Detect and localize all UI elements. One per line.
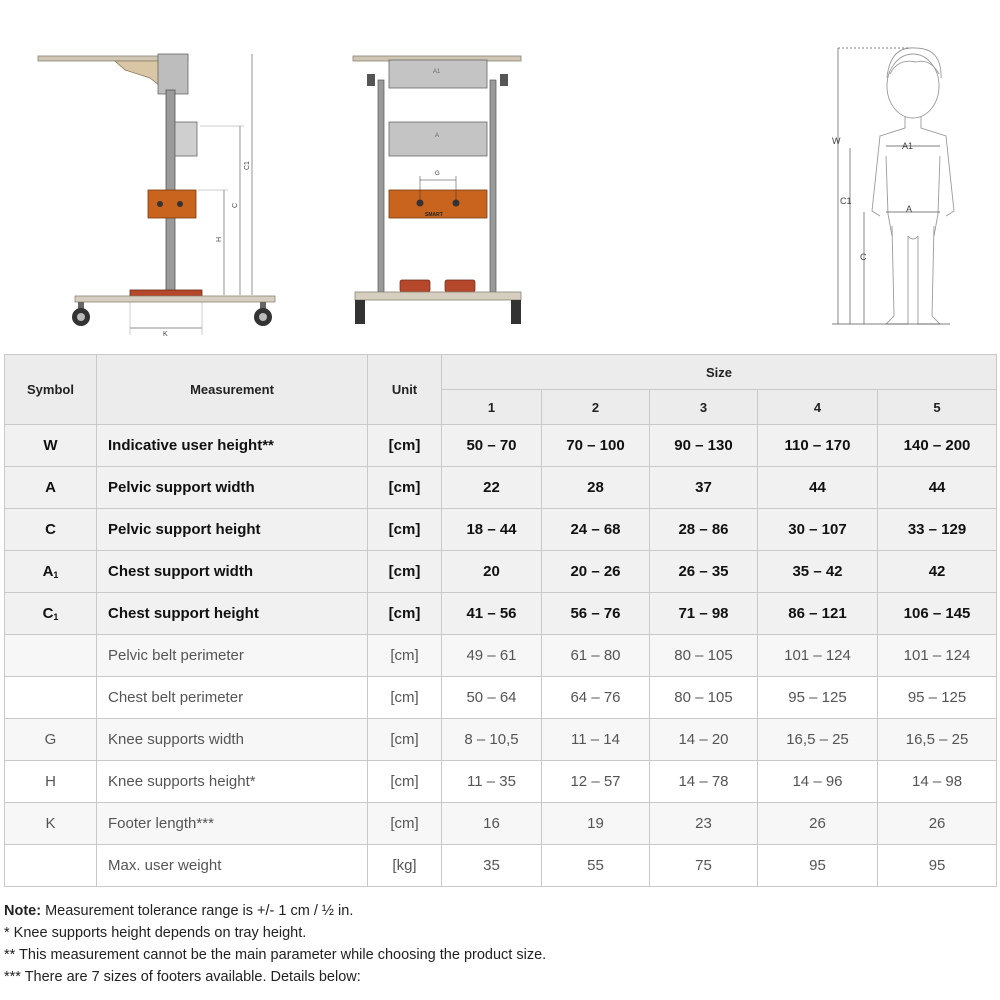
front-label-a: A — [435, 133, 440, 139]
cell-size-4: 14 – 96 — [758, 761, 878, 803]
cell-symbol — [5, 593, 97, 635]
cell-size-1: 41 – 56 — [442, 593, 542, 635]
dim-label-h: H — [216, 236, 223, 242]
header-size-3: 3 — [650, 390, 758, 425]
front-label-a1: A1 — [433, 69, 441, 75]
cell-measurement: Knee supports width — [97, 719, 368, 761]
child-label-w: W — [832, 136, 841, 146]
cell-size-3: 80 – 105 — [650, 635, 758, 677]
dim-label-c1: C1 — [244, 161, 251, 170]
cell-measurement: Knee supports height* — [97, 761, 368, 803]
cell-size-5: 42 — [878, 551, 997, 593]
cell-measurement: Chest support width — [97, 551, 368, 593]
header-size-1: 1 — [442, 390, 542, 425]
cell-size-4: 44 — [758, 467, 878, 509]
cell-size-3: 90 – 130 — [650, 425, 758, 467]
cell-size-1: 35 — [442, 845, 542, 887]
cell-size-3: 71 – 98 — [650, 593, 758, 635]
cell-size-4: 30 – 107 — [758, 509, 878, 551]
table-row — [5, 593, 997, 635]
header-size-5: 5 — [878, 390, 997, 425]
note-footer-sizes: *** There are 7 sizes of footers available. Details below: — [4, 969, 361, 985]
cell-size-2: 28 — [542, 467, 650, 509]
note-label: Note: — [4, 903, 42, 919]
front-label-brand: SMART — [425, 212, 443, 218]
cell-measurement: Chest support height — [97, 593, 368, 635]
symbol-text: H — [45, 773, 56, 790]
cell-size-2: 61 – 80 — [542, 635, 650, 677]
cell-size-1: 50 – 70 — [442, 425, 542, 467]
table-row — [5, 425, 997, 467]
cell-size-4: 110 – 170 — [758, 425, 878, 467]
notes-section — [4, 900, 994, 988]
header-measurement: Measurement — [97, 355, 368, 425]
size-specification-table — [4, 354, 997, 887]
child-measurement-diagram — [820, 36, 960, 331]
cell-size-1: 16 — [442, 803, 542, 845]
cell-unit: [kg] — [368, 845, 442, 887]
cell-symbol — [5, 509, 97, 551]
cell-size-3: 26 – 35 — [650, 551, 758, 593]
cell-size-3: 37 — [650, 467, 758, 509]
cell-symbol — [5, 467, 97, 509]
header-unit: Unit — [368, 355, 442, 425]
cell-size-5: 44 — [878, 467, 997, 509]
cell-size-2: 19 — [542, 803, 650, 845]
cell-size-3: 23 — [650, 803, 758, 845]
cell-measurement: Pelvic support height — [97, 509, 368, 551]
cell-symbol — [5, 425, 97, 467]
cell-unit: [cm] — [368, 593, 442, 635]
symbol-subscript: 1 — [53, 612, 59, 622]
cell-measurement: Max. user weight — [97, 845, 368, 887]
header-size-4: 4 — [758, 390, 878, 425]
cell-size-2: 70 – 100 — [542, 425, 650, 467]
product-diagrams — [0, 0, 1000, 352]
cell-symbol — [5, 677, 97, 719]
table-row — [5, 719, 997, 761]
note-user-height: ** This measurement cannot be the main parameter while choosing the product size. — [4, 947, 547, 963]
cell-measurement: Pelvic belt perimeter — [97, 635, 368, 677]
front-label-g: G — [435, 171, 440, 177]
cell-size-3: 28 – 86 — [650, 509, 758, 551]
note-tolerance-text: Measurement tolerance range is +/- 1 cm / ½ in. — [41, 903, 354, 919]
cell-size-1: 18 – 44 — [442, 509, 542, 551]
cell-size-4: 16,5 – 25 — [758, 719, 878, 761]
note-knee-height: * Knee supports height depends on tray height. — [4, 925, 307, 941]
cell-size-2: 64 – 76 — [542, 677, 650, 719]
cell-size-1: 50 – 64 — [442, 677, 542, 719]
cell-size-4: 101 – 124 — [758, 635, 878, 677]
table-row — [5, 761, 997, 803]
symbol-text: A — [45, 479, 56, 496]
cell-size-4: 95 – 125 — [758, 677, 878, 719]
cell-measurement: Chest belt perimeter — [97, 677, 368, 719]
cell-size-4: 86 – 121 — [758, 593, 878, 635]
cell-size-4: 95 — [758, 845, 878, 887]
cell-size-5: 106 – 145 — [878, 593, 997, 635]
cell-unit: [cm] — [368, 635, 442, 677]
cell-size-1: 22 — [442, 467, 542, 509]
table-row — [5, 635, 997, 677]
side-view-diagram — [30, 40, 290, 340]
front-view-diagram — [345, 40, 535, 340]
symbol-text: G — [44, 731, 57, 748]
cell-symbol — [5, 803, 97, 845]
header-size-2: 2 — [542, 390, 650, 425]
cell-size-1: 49 – 61 — [442, 635, 542, 677]
cell-size-2: 11 – 14 — [542, 719, 650, 761]
cell-size-5: 95 — [878, 845, 997, 887]
cell-size-5: 140 – 200 — [878, 425, 997, 467]
symbol-text: A — [42, 563, 54, 580]
header-symbol: Symbol — [5, 355, 97, 425]
cell-unit: [cm] — [368, 677, 442, 719]
table-row — [5, 467, 997, 509]
cell-size-5: 14 – 98 — [878, 761, 997, 803]
cell-unit: [cm] — [368, 719, 442, 761]
cell-symbol — [5, 551, 97, 593]
cell-size-4: 26 — [758, 803, 878, 845]
cell-size-1: 20 — [442, 551, 542, 593]
child-label-c: C — [860, 252, 867, 262]
header-size: Size — [442, 355, 997, 390]
table-row — [5, 803, 997, 845]
symbol-text: C — [45, 521, 56, 538]
cell-size-5: 26 — [878, 803, 997, 845]
cell-size-2: 24 – 68 — [542, 509, 650, 551]
note-tolerance — [4, 900, 994, 922]
dim-label-k: K — [163, 331, 168, 338]
cell-size-1: 8 – 10,5 — [442, 719, 542, 761]
cell-symbol — [5, 845, 97, 887]
symbol-text: K — [45, 815, 56, 832]
cell-size-1: 11 – 35 — [442, 761, 542, 803]
child-label-a: A — [906, 204, 913, 214]
table-row — [5, 845, 997, 887]
table-row — [5, 551, 997, 593]
cell-symbol — [5, 761, 97, 803]
cell-unit: [cm] — [368, 425, 442, 467]
cell-measurement: Indicative user height** — [97, 425, 368, 467]
table-row — [5, 509, 997, 551]
cell-size-5: 33 – 129 — [878, 509, 997, 551]
cell-unit: [cm] — [368, 803, 442, 845]
cell-size-2: 12 – 57 — [542, 761, 650, 803]
cell-symbol — [5, 635, 97, 677]
cell-size-5: 101 – 124 — [878, 635, 997, 677]
cell-size-3: 14 – 78 — [650, 761, 758, 803]
cell-size-3: 80 – 105 — [650, 677, 758, 719]
cell-size-2: 56 – 76 — [542, 593, 650, 635]
symbol-subscript: 1 — [53, 570, 59, 580]
table-row — [5, 677, 997, 719]
cell-unit: [cm] — [368, 551, 442, 593]
cell-symbol — [5, 719, 97, 761]
cell-measurement: Pelvic support width — [97, 467, 368, 509]
cell-unit: [cm] — [368, 761, 442, 803]
table-body — [5, 425, 997, 887]
cell-size-5: 16,5 – 25 — [878, 719, 997, 761]
cell-unit: [cm] — [368, 509, 442, 551]
symbol-text: W — [43, 437, 58, 454]
child-label-a1: A1 — [902, 141, 914, 151]
cell-size-4: 35 – 42 — [758, 551, 878, 593]
cell-size-2: 20 – 26 — [542, 551, 650, 593]
child-label-c1: C1 — [840, 196, 852, 206]
cell-size-5: 95 – 125 — [878, 677, 997, 719]
dim-label-c: C — [232, 202, 239, 208]
cell-size-2: 55 — [542, 845, 650, 887]
cell-size-3: 14 – 20 — [650, 719, 758, 761]
cell-size-3: 75 — [650, 845, 758, 887]
cell-unit: [cm] — [368, 467, 442, 509]
symbol-text: C — [42, 605, 54, 622]
cell-measurement: Footer length*** — [97, 803, 368, 845]
